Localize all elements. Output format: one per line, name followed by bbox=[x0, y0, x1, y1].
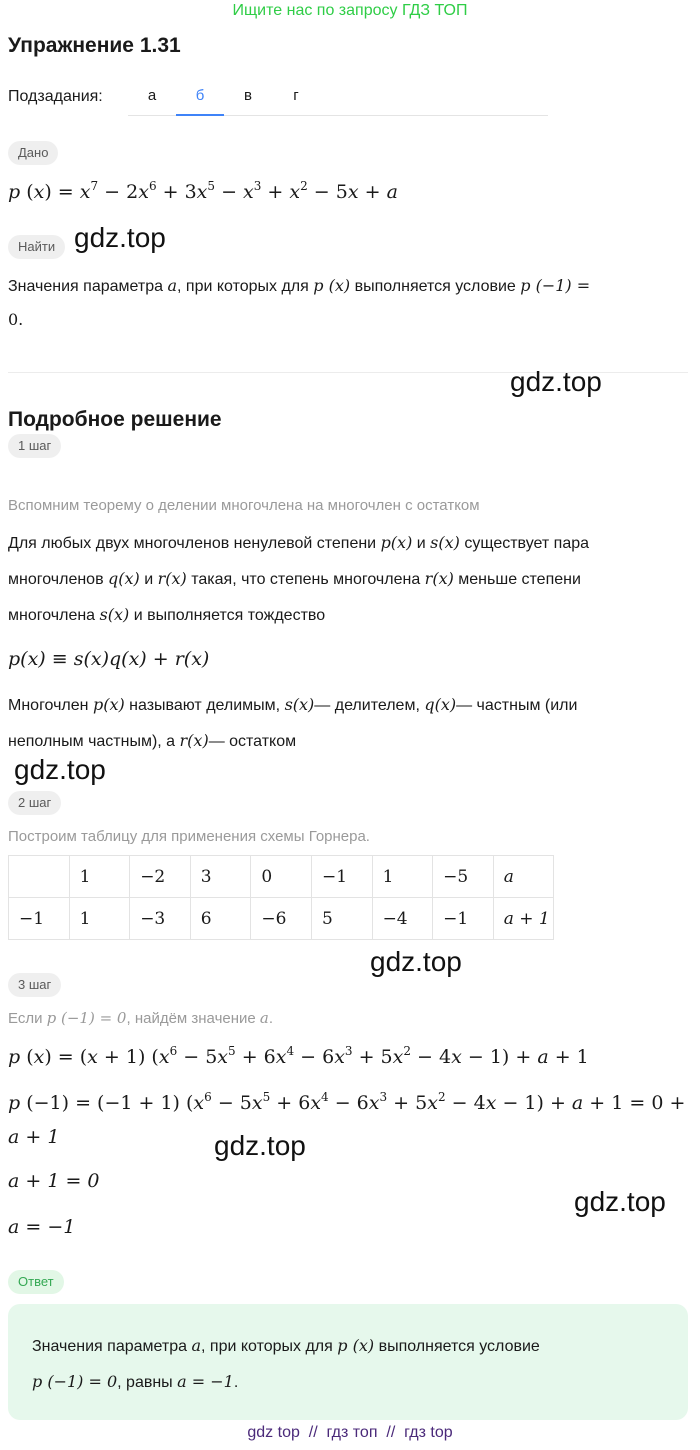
step3-eq4: a = −1 bbox=[8, 1216, 76, 1238]
table-cell: −1 bbox=[311, 856, 372, 898]
table-cell: −1 bbox=[433, 898, 494, 940]
table-cell: −1 bbox=[9, 898, 70, 940]
tab-v[interactable]: в bbox=[244, 87, 252, 104]
subtask-tabs bbox=[128, 78, 548, 116]
watermark: gdz.top bbox=[14, 754, 106, 785]
answer-line2: p (−1) = 0, равны a = −1. bbox=[32, 1372, 239, 1391]
step3-badge: 3 шаг bbox=[8, 973, 61, 997]
watermark: gdz.top bbox=[510, 366, 602, 397]
horner-table bbox=[8, 855, 554, 940]
step1-line2: многочленов q(x) и r(x) такая, что степень многочлена r(x) меньше степени bbox=[8, 569, 581, 588]
tab-g[interactable]: г bbox=[293, 87, 299, 104]
table-cell: 1 bbox=[372, 856, 433, 898]
answer-line1: Значения параметра a, при которых для p (x) выполняется условие bbox=[32, 1336, 540, 1355]
watermark: gdz.top bbox=[574, 1186, 666, 1217]
step1-line5: неполным частным), а r(x)— остатком bbox=[8, 731, 297, 750]
table-row bbox=[9, 898, 554, 940]
tab-a[interactable]: а bbox=[147, 87, 157, 104]
given-badge: Дано bbox=[8, 141, 58, 165]
step1-note: Вспомним теорему о делении многочлена на многочлен с остатком bbox=[8, 497, 480, 514]
page-title: Упражнение 1.31 bbox=[8, 34, 181, 57]
table-cell bbox=[9, 856, 70, 898]
answer-badge: Ответ bbox=[8, 1270, 64, 1294]
table-cell: a bbox=[493, 856, 554, 898]
find-text-line1: Значения параметра a, при которых для p (x) выполняется условие p (−1) = bbox=[8, 276, 591, 295]
step3-note: Если p (−1) = 0, найдём значение a. bbox=[8, 1009, 274, 1027]
table-cell: −3 bbox=[130, 898, 191, 940]
step2-badge: 2 шаг bbox=[8, 791, 61, 815]
table-cell: 1 bbox=[69, 856, 130, 898]
find-badge: Найти bbox=[8, 235, 65, 259]
footer-links: gdz top // гдз топ // гдз top bbox=[247, 1424, 453, 1441]
step3-eq3: a + 1 = 0 bbox=[8, 1170, 100, 1192]
table-row bbox=[9, 856, 554, 898]
table-cell: −6 bbox=[251, 898, 312, 940]
tab-b[interactable]: б bbox=[176, 78, 224, 116]
given-formula: p $(x) = x^7 - 2x^6 + 3x^5 - x^3 + x^2 - 5x + a$ bbox=[8, 179, 398, 203]
watermark: gdz.top bbox=[74, 222, 166, 253]
table-cell: 5 bbox=[311, 898, 372, 940]
watermark: gdz.top bbox=[370, 946, 462, 977]
table-cell: 3 bbox=[190, 856, 251, 898]
table-cell: 1 bbox=[69, 898, 130, 940]
step2-note: Построим таблицу для применения схемы Горнера. bbox=[8, 828, 370, 845]
table-cell: a + 1 bbox=[493, 898, 554, 940]
step3-eq2: p (−1) = (−1 + 1) $(x^6 - 5x^5 + 6x^4 - 6x^3 + 5x^2 - 4x - 1) + a + 1 = 0$ + bbox=[8, 1090, 686, 1114]
solution-heading: Подробное решение bbox=[8, 408, 222, 431]
table-cell: 0 bbox=[251, 856, 312, 898]
watermark: gdz.top bbox=[214, 1130, 306, 1161]
step3-eq1: p (x) = (x + 1) $(x^6 - 5x^5 + 6x^4 - 6x^3 + 5x^2 - 4x - 1) + a + 1$ bbox=[8, 1044, 589, 1068]
find-text-line2: 0. bbox=[8, 310, 24, 329]
search-banner: Ищите нас по запросу ГДЗ ТОП bbox=[232, 2, 468, 19]
table-cell: 6 bbox=[190, 898, 251, 940]
subtasks-label: Подзадания: bbox=[8, 88, 103, 105]
step1-line4: Многочлен p(x) называют делимым, s(x)— делителем, q(x)— частным (или bbox=[8, 695, 578, 714]
step1-identity: p(x) ≡ s(x)q(x) + r(x) bbox=[8, 648, 210, 670]
step3-eq2-continued: a + 1 bbox=[8, 1126, 60, 1148]
step1-line3: многочлена s(x) и выполняется тождество bbox=[8, 605, 326, 624]
step1-line1: Для любых двух многочленов ненулевой степени p(x) и s(x) существует пара bbox=[8, 533, 590, 552]
table-cell: −5 bbox=[433, 856, 494, 898]
table-cell: −4 bbox=[372, 898, 433, 940]
table-cell: −2 bbox=[130, 856, 191, 898]
step1-badge: 1 шаг bbox=[8, 434, 61, 458]
